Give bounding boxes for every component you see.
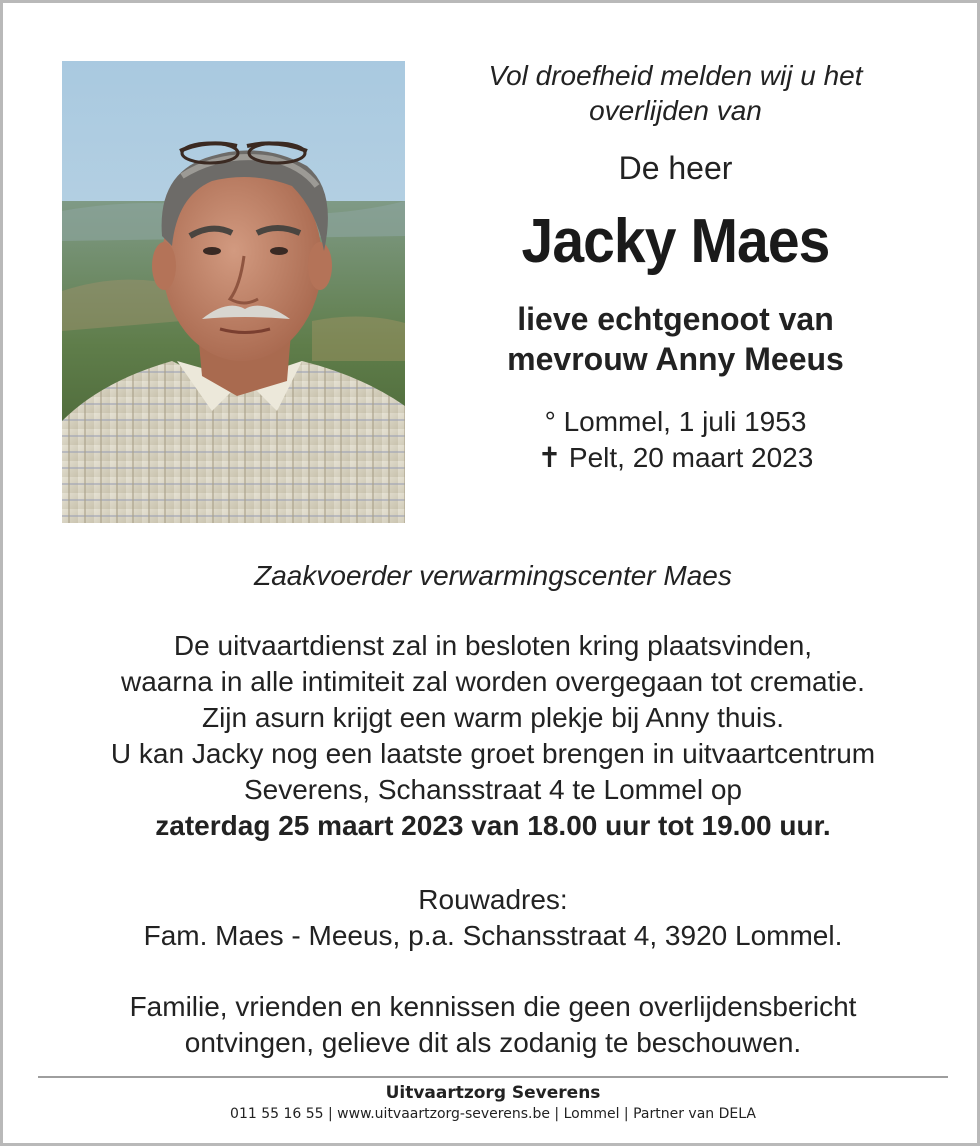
honorific: De heer [618, 150, 733, 186]
service-details: De uitvaartdienst zal in besloten kring plaatsvinden, waarna in alle intimiteit zal worden overgegaan tot crematie. Zijn asurn krijgt een warm plekje bij Anny thuis. U kan Jacky nog een laatste groet brengen in uitvaartcentrum Severens, Schansstraat 4 te Lommel op zaterdag 25 maart 2023 van 18.00 uur tot 19.00 uur. [3, 628, 980, 844]
footer-divider [38, 1076, 948, 1078]
header-block [433, 58, 918, 476]
funeral-home-name: Uitvaartzorg Severens [385, 1083, 601, 1103]
death-date: ✝ Pelt, 20 maart 2023 [537, 442, 814, 473]
life-dates [433, 404, 918, 476]
funeral-home-info: 011 55 16 55 | www.uitvaartzorg-severens.be | Lommel | Partner van DELA [230, 1106, 756, 1122]
birth-date: ° Lommel, 1 juli 1953 [544, 406, 807, 437]
service-date: zaterdag 25 maart 2023 van 18.00 uur tot 19.00 uur. [155, 810, 831, 841]
occupation: Zaakvoerder verwarmingscenter Maes [254, 560, 732, 591]
deceased-name: Jacky Maes [521, 207, 830, 276]
mourning-address [3, 882, 980, 954]
address-label: Rouwadres: [418, 884, 568, 915]
spouse-text: lieve echtgenoot van mevrouw Anny Meeus [507, 301, 844, 377]
notice-text: Familie, vrienden en kennissen die geen overlijdensbericht ontvingen, gelieve dit als zodanig te beschouwen. [129, 991, 857, 1058]
intro-text: Vol droefheid melden wij u het overlijden van [488, 60, 863, 126]
portrait-photo [62, 61, 405, 523]
address-value: Fam. Maes - Meeus, p.a. Schansstraat 4, 3920 Lommel. [143, 920, 843, 951]
